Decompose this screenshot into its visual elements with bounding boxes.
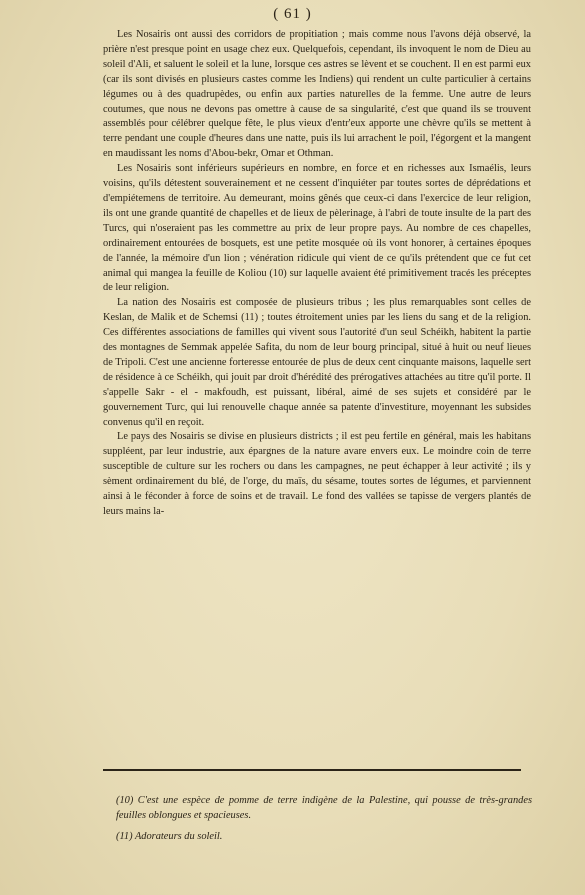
paragraph: Les Nosairis ont aussi des corridors de propitiation ; mais comme nous l'avons déjà observé, la prière n'est presque point en usage chez eux. Quelquefois, cependant, ils invoquent le nom de Dieu au soleil d'Ali, et saluent le soleil et la lune, lorsque ces astres se lèvent et se couchent. Il en est parmi eux (car ils sont divisés en plusieurs castes comme les Indiens) qui rendent un culte particulier à certains légumes ou à des quadrupèdes, ou enfin aux parties naturelles de la femme. Une autre de leurs coutumes, que nous ne devons pas omettre à cause de sa singularité, c'est que quand ils se trouvent assemblés pour célébrer quelque fête, le plus vieux d'entr'eux apporte une chèvre qu'ils se mettent à terre pendant une couple d'heures dans une natte, puis ils lui arrachent le poil, l'égorgent et la mangent en maudissant les noms d'Abou-bekr, Omar et Othman. — [103, 29, 531, 160]
footnote-separator-rule — [103, 769, 521, 771]
main-text-block — [103, 28, 531, 748]
paragraph: La nation des Nosairis est composée de plusieurs tribus ; les plus remarquables sont celles de Keslan, de Malik et de Schemsi (11) ; toutes étroitement unies par les liens du sang et de la religion. Ces différentes associations de familles qui vivent sous l'autorité d'un seul Schéikh, habitent la partie des montagnes de Semmak appelée Safita, du nom de leur bourg principal, situé à huit ou neuf lieues de Tripoli. C'est une ancienne forteresse entourée de plus de deux cent cinquante maisons, laquelle sert de résidence à ce Schéikh, qui jouit par droit d'hérédité des prérogatives attachées au titre qu'il porte. Il s'appelle Sakr - el - makfoudh, est puissant, libéral, aimé de ses sujets et considéré par le gouvernement Turc, qui lui renouvelle chaque année sa patente d'investiture, moyennant les subsides convenus qu'il en reçoit. — [103, 297, 531, 428]
paragraph: Le pays des Nosairis se divise en plusieurs districts ; il est peu fertile en général, mais les habitans suppléent, par leur industrie, aux épargnes de la nature avare envers eux. Le moindre coin de terre susceptible de culture sur les rochers ou dans les campagnes, ne peut échapper à leur activité ; ils y sèment ordinairement du blé, de l'orge, du maïs, du sésame, toutes sortes de légumes, et parviennent ainsi à le féconder à force de soins et de travail. Le fond des vallées se tapisse de vergers plantés de leurs mains la- — [103, 431, 531, 517]
paragraph: Les Nosairis sont inférieurs supérieurs en nombre, en force et en richesses aux Ismaélis, leurs voisins, qu'ils détestent souverainement et ne cessent d'inquiéter par toutes sortes de déprédations et d'empiétemens de territoire. Au demeurant, moins gênés que ceux-ci dans l'exercice de leur religion, ils ont une grande quantité de chapelles et de lieux de pèlerinage, à l'abri de toute insulte de la part des Turcs, qui n'oseraient pas les commettre au prix de leur propre pays. Au nombre de ces chapelles, ordinairement entourées de bosquets, est une petite mosquée où ils vont honorer, à certaines époques de l'année, la mémoire d'un lion ; vénération ridicule qui vient de ce qu'ils prétendent que ce fut cet animal qui mangea la feuille de Koliou (10) sur laquelle avaient été primitivement tracés les préceptes de leur religion. — [103, 163, 531, 294]
footnote-10: (10) C'est une espèce de pomme de terre indigène de la Palestine, qui pousse de très-grandes feuilles oblongues et spacieuses. — [116, 795, 532, 821]
footnote-11: (11) Adorateurs du soleil. — [116, 831, 223, 842]
page-number: ( 61 ) — [273, 6, 312, 22]
